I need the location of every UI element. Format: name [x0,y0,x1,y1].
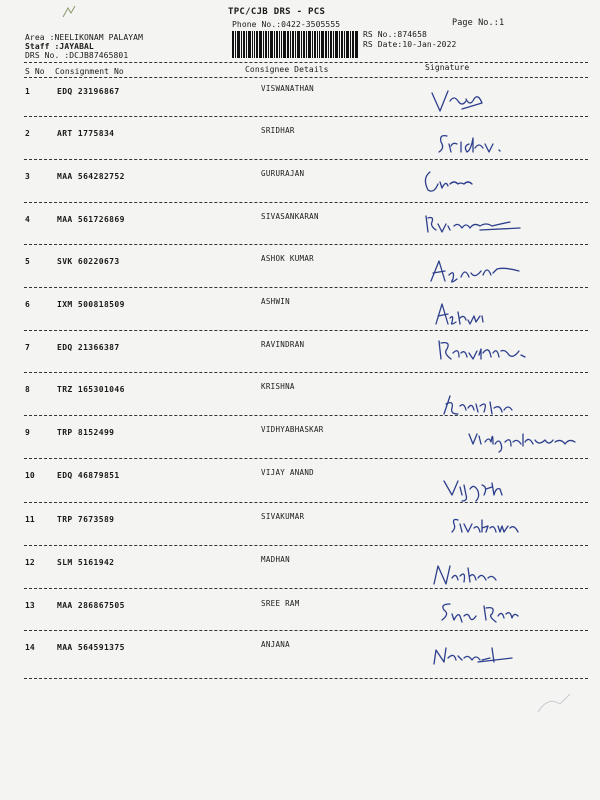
signature-9 [465,424,585,454]
row-consignee-name: MADHAN [261,555,290,564]
header-divider [24,62,588,63]
row-consignee-name: GURURAJAN [261,169,305,178]
row-consignment-number: MAA 564282752 [57,172,125,181]
drs-number: DRS No. :DCJB87465801 [25,51,129,60]
signature-8 [438,390,548,420]
row-consignment-number: SLM 5161942 [57,558,115,567]
corner-mark-icon [534,690,574,718]
phone-number: Phone No.:0422-3505555 [232,20,341,29]
row-divider [24,244,588,245]
row-consignee-name: ASHOK KUMAR [261,254,314,263]
rs-date: RS Date:10-Jan-2022 [363,40,457,49]
signature-1 [428,85,488,120]
column-header-sno: S No [25,67,45,76]
row-serial-number: 6 [25,300,30,309]
row-consignment-number: SVK 60220673 [57,257,120,266]
row-divider [24,678,588,679]
row-consignment-number: MAA 286867505 [57,601,125,610]
row-consignment-number: IXM 500818509 [57,300,125,309]
row-serial-number: 7 [25,343,30,352]
row-divider [24,116,588,117]
staff-field: Staff :JAYABAL [25,42,94,51]
signature-4 [420,208,530,240]
signature-7 [435,335,545,365]
row-consignment-number: TRP 7673589 [57,515,115,524]
row-divider [24,159,588,160]
row-divider [24,330,588,331]
row-divider [24,458,588,459]
stamp-mark-icon [60,4,80,20]
row-consignment-number: MAA 564591375 [57,643,125,652]
row-consignment-number: EDQ 23196867 [57,87,120,96]
row-consignee-name: RAVINDRAN [261,340,305,349]
row-consignee-name: SIVASANKARAN [261,212,319,221]
row-divider [24,202,588,203]
barcode-icon [232,31,358,58]
header-divider [24,77,588,78]
row-consignment-number: ART 1775834 [57,129,115,138]
row-consignment-number: EDQ 21366387 [57,343,120,352]
signature-10 [440,473,510,503]
signature-3 [420,166,490,196]
column-header-consignee: Consignee Details [245,65,329,74]
signature-14 [428,640,528,670]
row-consignee-name: KRISHNA [261,382,295,391]
row-consignment-number: EDQ 46879851 [57,471,120,480]
signature-11 [448,514,528,536]
row-consignee-name: VIJAY ANAND [261,468,314,477]
row-serial-number: 4 [25,215,30,224]
row-serial-number: 14 [25,643,35,652]
row-consignment-number: MAA 561726869 [57,215,125,224]
row-serial-number: 3 [25,172,30,181]
row-divider [24,545,588,546]
row-serial-number: 12 [25,558,35,567]
column-header-consignment: Consignment No [55,67,124,76]
row-consignee-name: SRIDHAR [261,126,295,135]
area-field: Area :NEELIKONAM PALAYAM [25,33,143,42]
row-divider [24,372,588,373]
row-consignee-name: SIVAKUMAR [261,512,305,521]
row-serial-number: 11 [25,515,35,524]
signature-2 [435,128,515,158]
signature-13 [436,598,546,628]
row-serial-number: 9 [25,428,30,437]
row-serial-number: 13 [25,601,35,610]
row-consignee-name: VISWANATHAN [261,84,314,93]
rs-number: RS No.:874658 [363,30,427,39]
row-serial-number: 10 [25,471,35,480]
row-serial-number: 5 [25,257,30,266]
row-divider [24,630,588,631]
row-consignee-name: SREE RAM [261,599,300,608]
page-number: Page No.:1 [452,18,505,28]
row-consignee-name: ANJANA [261,640,290,649]
row-consignee-name: VIDHYABHASKAR [261,425,324,434]
signature-6 [430,298,490,330]
signature-5 [425,255,525,290]
row-serial-number: 1 [25,87,30,96]
column-header-signature: Signature [425,63,470,72]
row-consignment-number: TRZ 165301046 [57,385,125,394]
row-serial-number: 2 [25,129,30,138]
document-title: TPC/CJB DRS - PCS [228,7,326,17]
row-serial-number: 8 [25,385,30,394]
signature-12 [428,560,528,590]
row-consignee-name: ASHWIN [261,297,290,306]
row-consignment-number: TRP 8152499 [57,428,115,437]
